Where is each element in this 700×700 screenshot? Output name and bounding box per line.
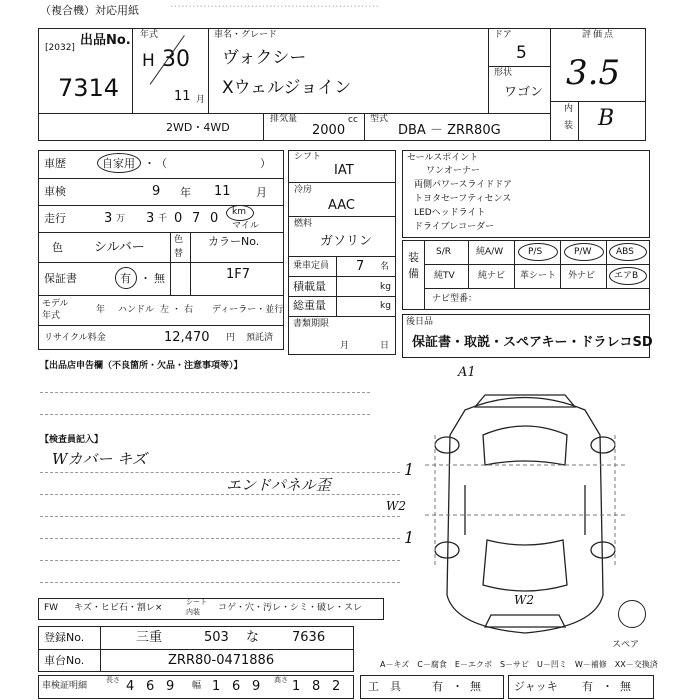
mileage-d5: 0 (210, 211, 219, 226)
equip-leather: 革シート (520, 271, 557, 281)
damage-w2-side: W2 (386, 499, 406, 513)
mileage-unit-km: km (232, 207, 246, 217)
cert-width-label: 幅 (192, 681, 202, 691)
fw-label: FW (44, 603, 59, 613)
tools-sep: ・ (452, 680, 463, 693)
recycle-label: リサイクル料金 (44, 333, 106, 343)
sales-point-item: 両側パワースライドドア (414, 180, 513, 190)
capacity-unit: 名 (380, 262, 390, 272)
jack-no: 無 (620, 680, 631, 693)
doors-value: 5 (516, 43, 527, 63)
registration-area: 三重 (136, 630, 163, 645)
mileage-d3: 0 (174, 211, 183, 226)
inspection-year: 9 (152, 184, 161, 199)
mileage-d2: 3 (146, 211, 155, 226)
model-year-label-1: モデル (42, 299, 69, 309)
year-value: 30 (162, 47, 190, 72)
jack-label: ジャッキ (514, 680, 558, 693)
handle-right: 右 (184, 305, 194, 315)
doc-expiry-day: 日 (380, 341, 390, 351)
ac-value: AAC (328, 198, 355, 213)
gross-weight-label: 総重量 (293, 299, 326, 312)
interior-label-1: 内 (564, 104, 574, 114)
car-name-label: 車名・グレード (214, 30, 278, 40)
cert-width: 1 (212, 679, 221, 694)
body-type-value: ワゴン (504, 85, 544, 100)
equip-sr: S/R (436, 247, 451, 257)
mileage-unit-mile: マイル (232, 221, 259, 231)
damage-a1: A1 (458, 365, 476, 380)
shift-label: シフト (294, 152, 322, 162)
fuel-value: ガソリン (320, 234, 373, 249)
cert-height: 1 (292, 679, 301, 694)
navi-model-label: ナビ型番： (432, 294, 478, 304)
equip-navi: 純ナビ (478, 271, 506, 281)
registration-kana: な (246, 630, 260, 645)
equip-aw: 純A/W (476, 247, 504, 257)
model-year-unit: 年 (96, 305, 106, 315)
header-faded-text: ………………………………………………… (170, 0, 379, 10)
model-label: 型式 (370, 114, 389, 124)
displacement-label: 排気量 (270, 114, 298, 124)
history-label: 車歴 (44, 157, 66, 170)
year-era: H (142, 51, 155, 71)
car-name: ヴォクシー (222, 48, 307, 68)
seller-notes-label: 【出品店申告欄（不良箇所・欠品・注意事項等）】 (40, 361, 243, 371)
info-table (38, 150, 284, 350)
interior-label-2: 装 (564, 121, 574, 131)
drive-label: 2WD・4WD (166, 121, 230, 134)
lot-number: 7314 (58, 74, 120, 102)
recycle-unit: 円 (226, 333, 236, 343)
cert-height-label: 高さ (274, 676, 288, 684)
equip-ext-navi: 外ナビ (568, 271, 596, 281)
load-label: 積載量 (293, 280, 326, 293)
mileage-u1: 万 (116, 214, 126, 224)
tools-label: 工 具 (368, 680, 401, 693)
sheet-label-2: 内装 (186, 608, 200, 616)
cert-length: 4 (126, 679, 135, 694)
capacity-label: 乗車定員 (293, 261, 330, 271)
handle-label: ハンドル (118, 305, 155, 315)
ac-label: 冷房 (294, 185, 313, 195)
damage-mark: 1 (404, 460, 415, 479)
model-value: DBA － ZRR80G (398, 123, 501, 138)
score-value: 3.5 (566, 53, 621, 93)
model-year-label-2: 年式 (42, 311, 61, 321)
inspection-label: 車検 (44, 185, 66, 198)
equip-pw: P/W (574, 247, 592, 257)
chassis-label: 車台No. (44, 654, 85, 667)
body-type-label: 形状 (494, 68, 513, 78)
interior-score: B (598, 106, 615, 131)
capacity-value: 7 (356, 259, 365, 274)
fw-items-2: コゲ・穴・汚レ・シミ・破レ・スレ (218, 603, 363, 613)
inspection-month-unit: 月 (256, 186, 267, 199)
warranty-sep: ・ (140, 272, 151, 285)
shift-value: IAT (334, 163, 354, 178)
equipment-label: 装 (408, 251, 419, 264)
warranty-yes: 有 (120, 272, 131, 285)
header-title: （複合機）対応用紙 (40, 4, 139, 17)
displacement-value: 2000 (312, 123, 346, 138)
doors-label: ドア (494, 30, 512, 40)
sales-point-item: LEDヘッドライト (414, 208, 486, 218)
load-unit: kg (380, 282, 391, 292)
fuel-label: 燃料 (294, 219, 313, 229)
year-month: 11 (174, 89, 191, 104)
lot-label: 出品No. (80, 33, 131, 48)
cert-label: 車検証明細 (42, 681, 88, 691)
tools-yes: 有 (432, 680, 443, 693)
damage-w2-rear: W2 (514, 593, 534, 607)
extras-value: 保証書・取説・スペアキー・ドラレコSD (412, 335, 653, 350)
cert-height: 2 (332, 679, 341, 694)
cert-length: 9 (166, 679, 175, 694)
warranty-no: 無 (154, 272, 165, 285)
cert-width: 6 (232, 679, 241, 694)
history-value: 自家用 (102, 157, 135, 170)
equip-ps: P/S (528, 247, 543, 257)
car-grade: Xウェルジョイン (222, 78, 352, 98)
equip-tv: 純TV (434, 271, 455, 281)
color-change-label-1: 色 (174, 235, 184, 245)
mileage-u2: 千 (158, 214, 168, 224)
sales-point-item: トヨタセーフティセンス (414, 194, 512, 204)
recycle-deposit: 預託済 (246, 333, 274, 343)
displacement-unit: cc (348, 115, 358, 125)
registration-class: 503 (204, 630, 229, 645)
color-no: 1F7 (226, 267, 251, 282)
inspection-year-unit: 年 (180, 186, 191, 199)
jack-sep: ・ (602, 680, 613, 693)
spare-tire-icon (618, 600, 646, 628)
cert-length: 6 (146, 679, 155, 694)
score-label: 評価点 (582, 30, 616, 40)
inspector-note: エンドパネル歪 (226, 476, 331, 494)
doc-expiry-label: 書類期限 (293, 319, 330, 329)
sales-point-item: ワンオーナー (426, 166, 481, 176)
handle-left: 左 (160, 305, 170, 315)
damage-mark: 1 (404, 528, 415, 547)
gross-weight-unit: kg (380, 301, 391, 311)
history-paren-open: （ (156, 157, 167, 170)
color-value: シルバー (94, 240, 145, 255)
registration-label: 登録No. (44, 631, 85, 644)
spare-label: スペア (612, 640, 640, 650)
color-label: 色 (52, 241, 63, 254)
extras-label: 後日品 (406, 317, 434, 327)
mileage-d1: 3 (104, 211, 113, 226)
sales-point-item: ドライブレコーダー (414, 222, 495, 232)
cert-width: 9 (252, 679, 261, 694)
color-change-label-2: 替 (174, 249, 184, 259)
tools-no: 無 (470, 680, 481, 693)
jack-yes: 有 (582, 680, 593, 693)
cert-length-label: 長さ (106, 676, 120, 684)
chassis-value: ZRR80-0471886 (168, 653, 275, 668)
mileage-d4: 7 (192, 211, 201, 226)
inspection-month: 11 (214, 184, 231, 199)
year-label: 年式 (140, 30, 159, 40)
equip-airbag: エアB (614, 271, 639, 281)
recycle-value: 12,470 (164, 330, 210, 345)
warranty-label: 保証書 (44, 272, 77, 285)
cert-height: 8 (312, 679, 321, 694)
lot-stamp: [2032] (45, 43, 75, 53)
inspector-label: 【検査員記入】 (40, 435, 104, 445)
handle-sep: ・ (172, 305, 182, 315)
year-month-unit: 月 (196, 95, 206, 105)
history-dot: ・ (144, 157, 155, 170)
registration-number: 7636 (292, 630, 326, 645)
sales-points-label: セールスポイント (407, 153, 479, 163)
color-no-label: カラーNo. (208, 235, 260, 248)
mileage-label: 走行 (44, 212, 66, 225)
damage-legend: A－キズ C－腐食 E－エクボ S－サビ U－凹ミ W－補修 XX－交換済 (380, 660, 658, 669)
equip-abs: ABS (616, 247, 634, 257)
dealer-label: ディーラー・並行 (212, 305, 284, 315)
doc-expiry-month: 月 (340, 341, 350, 351)
inspector-note: Wカバー キズ (52, 450, 147, 468)
fw-items: キズ・ヒビ石・割レ× (74, 603, 163, 613)
history-paren-close: ） (260, 157, 271, 170)
sheet-label-1: シート (186, 598, 207, 606)
